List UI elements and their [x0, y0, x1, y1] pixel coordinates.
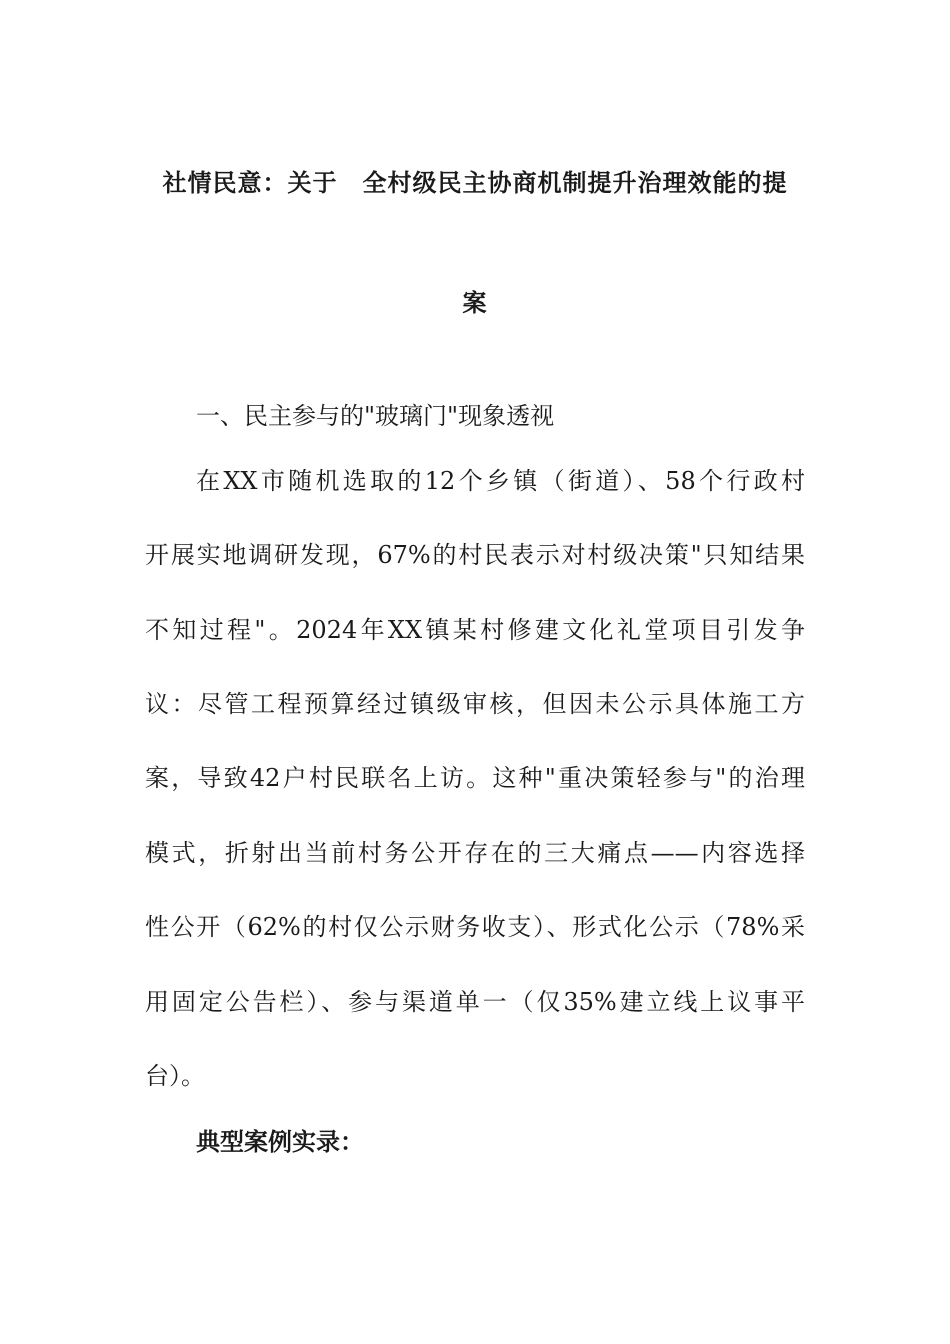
- paragraph-line: 案，导致42户村民联名上访。这种"重决策轻参与"的治理: [145, 764, 805, 792]
- paragraph-line: 性公开（62%的村仅公示财务收支）、形式化公示（78%采: [145, 913, 805, 941]
- paragraph-line: 议：尽管工程预算经过镇级审核，但因未公示具体施工方: [145, 690, 805, 718]
- document-title-line-2: 案: [462, 288, 488, 317]
- section-heading: 一、民主参与的"玻璃门"现象透视: [196, 402, 555, 430]
- paragraph-line: 在XX市随机选取的12个乡镇（街道）、58个行政村: [196, 467, 805, 495]
- subheading: 典型案例实录：: [196, 1127, 364, 1156]
- paragraph-line: 用固定公告栏）、参与渠道单一（仅35%建立线上议事平: [145, 988, 805, 1016]
- paragraph-line: 模式，折射出当前村务公开存在的三大痛点——内容选择: [145, 839, 805, 867]
- document-title-line-1: 社情民意：关于 全村级民主协商机制提升治理效能的提: [162, 168, 788, 197]
- paragraph-line: 不知过程"。2024年XX镇某村修建文化礼堂项目引发争: [145, 616, 805, 644]
- paragraph-line: 开展实地调研发现，67%的村民表示对村级决策"只知结果: [145, 541, 805, 569]
- paragraph-line: 台）。: [145, 1062, 205, 1090]
